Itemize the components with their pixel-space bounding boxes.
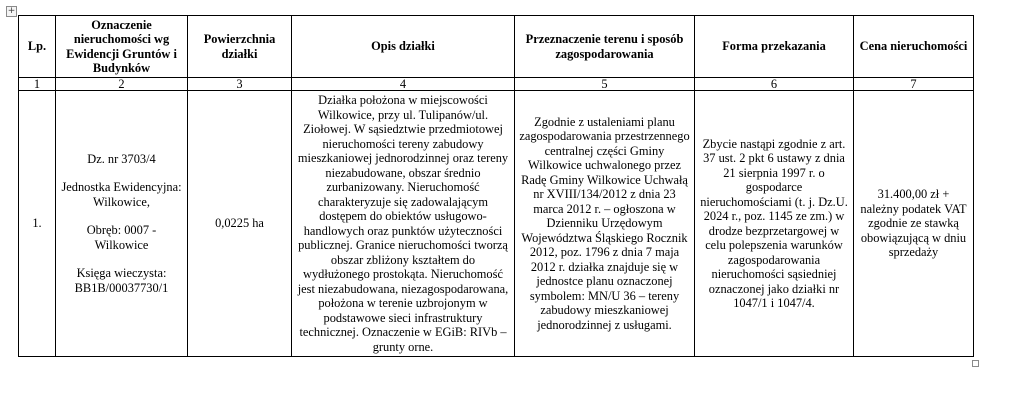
header-lp: Lp. — [19, 16, 56, 78]
property-table — [18, 15, 974, 357]
cell-forma: Zbycie nastąpi zgodnie z art. 37 ust. 2 pkt 6 ustawy z dnia 21 sierpnia 1997 r. o gospodarce nieruchomościami (t. j. Dz.U. 2024 r., poz. 1145 ze zm.) w drodze bezprzetargowej w celu polepszenia warunków zagospodarowania nieruchomości sąsiedniej oznaczonej jako działki nr 1047/1 i 1047/4. — [695, 91, 854, 357]
column-number: 1 — [19, 78, 56, 91]
header-opis: Opis działki — [292, 16, 515, 78]
header-przeznaczenie: Przeznaczenie terenu i sposób zagospodarowania — [515, 16, 695, 78]
precinct: Obręb: 0007 - Wilkowice — [86, 223, 157, 252]
parcel-number: Dz. nr 3703/4 — [87, 151, 156, 166]
table-resize-handle[interactable] — [972, 360, 979, 367]
cell-powierzchnia: 0,0225 ha — [188, 91, 292, 357]
column-number: 6 — [695, 78, 854, 91]
column-number: 3 — [188, 78, 292, 91]
column-number-row — [19, 78, 974, 91]
column-number: 5 — [515, 78, 695, 91]
header-cena: Cena nieruchomości — [854, 16, 974, 78]
registry-unit: Jednostka Ewidencyjna: Wilkowice, — [61, 180, 182, 209]
column-number: 2 — [56, 78, 188, 91]
header-row — [19, 16, 974, 78]
column-number: 4 — [292, 78, 515, 91]
land-register: Księga wieczysta: BB1B/00037730/1 — [74, 266, 169, 295]
header-oznaczenie: Oznaczenie nieruchomości wg Ewidencji Gruntów i Budynków — [56, 16, 188, 78]
cell-cena: 31.400,00 zł + należny podatek VAT zgodnie ze stawką obowiązującą w dniu sprzedaży — [854, 91, 974, 357]
cell-lp: 1. — [19, 91, 56, 357]
table-row — [19, 91, 974, 357]
cell-oznaczenie — [56, 91, 188, 357]
cell-przeznaczenie: Zgodnie z ustaleniami planu zagospodarowania przestrzennego centralnej części Gminy Wilkowice uchwalonego przez Radę Gminy Wilkowice Uchwałą nr XVIII/134/2012 z dnia 23 marca 2012 r. – ogłoszona w Dzienniku Urzędowym Województwa Śląskiego Rocznik 2012, poz. 1796 z dnia 7 maja 2012 r. działka znajduje się w jednostce planu oznaczonej symbolem: MN/U 36 – tereny zabudowy mieszkaniowej jednorodzinnej z usługami. — [515, 91, 695, 357]
header-powierzchnia: Powierzchnia działki — [188, 16, 292, 78]
column-number: 7 — [854, 78, 974, 91]
table-move-handle-icon[interactable]: + — [7, 6, 16, 16]
header-forma: Forma przekazania — [695, 16, 854, 78]
cell-opis: Działka położona w miejscowości Wilkowice, przy ul. Tulipanów/ul. Ziołowej. W sąsiedztwie przedmiotowej nieruchomości tereny zabudowy mieszkaniowej jednorodzinnej oraz tereny niezabudowane, obszar średnio zurbanizowany. Nieruchomość charakteryzuje się zadowalającym dostępem do obiektów usługowo-handlowych oraz punktów użyteczności publicznej. Granice nieruchomości tworzą obszar zbliżony kształtem do wydłużonego prostokąta. Nieruchomość jest niezabudowana, niezagospodarowana, położona w terenie uzbrojonym w podstawowe sieci infrastruktury technicznej. Oznaczenie w EGiB: RIVb – grunty orne. — [292, 91, 515, 357]
